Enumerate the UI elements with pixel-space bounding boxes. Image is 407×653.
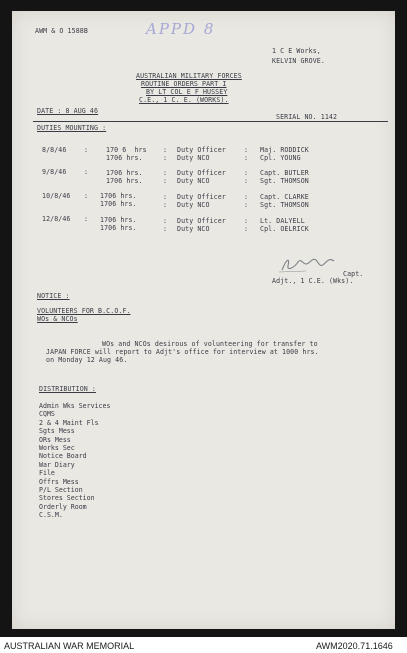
- duty-date: 10/8/46: [42, 192, 71, 200]
- duty-separator: :: [244, 154, 249, 162]
- duty-separator: :: [244, 193, 249, 201]
- duty-nco-name: Cpl. YOUNG: [260, 154, 301, 162]
- duty-nco-role: Duty NCO: [177, 154, 210, 162]
- duty-nco-role: Duty NCO: [177, 177, 210, 185]
- title-line2: ROUTINE ORDERS PART I: [141, 80, 227, 88]
- duties-heading: DUTIES MOUNTING :: [37, 124, 107, 132]
- duty-officer-time: 1706 hrs.: [100, 192, 137, 200]
- duty-separator: :: [163, 217, 168, 225]
- duty-nco-name: Cpl. OELRICK: [260, 225, 309, 233]
- duty-separator: :: [163, 169, 168, 177]
- duty-officer-name: Capt. CLARKE: [260, 193, 309, 201]
- footer-institution: AUSTRALIAN WAR MEMORIAL: [4, 641, 135, 651]
- duty-separator: :: [163, 177, 168, 185]
- duty-officer-role: Duty Officer: [177, 169, 226, 177]
- distribution-list: [39, 402, 110, 520]
- list-item: Notice Board: [39, 452, 87, 461]
- order-date: DATE : 8 AUG 46: [37, 107, 99, 115]
- list-item: File: [39, 469, 55, 478]
- duty-separator: :: [244, 217, 249, 225]
- signatory-rank: Capt.: [343, 270, 364, 278]
- notice-body-line3: on Monday 12 Aug 46.: [46, 356, 128, 364]
- notice-body-line2: JAPAN FORCE will report to Adjt's office for interview at 1000 hrs.: [46, 348, 319, 356]
- notice-heading: NOTICE :: [37, 292, 70, 300]
- title-line3: BY LT COL E F HUSSEY: [146, 88, 228, 96]
- duty-nco-role: Duty NCO: [177, 225, 210, 233]
- header-rule: [33, 121, 388, 122]
- duty-nco-role: Duty NCO: [177, 201, 210, 209]
- duty-separator: :: [163, 201, 168, 209]
- handwritten-annotation: APPD 8: [146, 20, 216, 38]
- duty-separator: :: [163, 154, 168, 162]
- list-item: ORs Mess: [39, 435, 71, 444]
- duty-officer-name: Maj. RODDICK: [260, 146, 309, 154]
- list-item: P/L Section: [39, 486, 83, 495]
- list-item: Stores Section: [39, 494, 95, 503]
- duty-officer-name: Capt. BUTLER: [260, 169, 309, 177]
- duty-nco-name: Sgt. THOMSON: [260, 201, 309, 209]
- footer-accession-number: AWM2020.71.1646: [316, 641, 393, 651]
- distribution-heading: DISTRIBUTION :: [39, 385, 96, 393]
- duty-separator: :: [163, 225, 168, 233]
- duty-separator: :: [244, 146, 249, 154]
- notice-subheading: VOLUNTEERS FOR B.C.O.F.: [37, 307, 131, 315]
- duty-separator: :: [244, 201, 249, 209]
- list-item: C.S.M.: [39, 511, 63, 520]
- duty-separator: :: [84, 192, 89, 200]
- duty-nco-time: 1706 hrs.: [106, 177, 143, 185]
- list-item: 2 & 4 Maint Fls: [39, 418, 99, 427]
- duty-officer-time: 1706 hrs.: [100, 216, 137, 224]
- duty-officer-role: Duty Officer: [177, 193, 226, 201]
- serial-number: SERIAL NO. 1142: [276, 113, 338, 121]
- duty-date: 12/8/46: [42, 215, 71, 223]
- unit-address-line2: KELVIN GROVE.: [272, 57, 325, 65]
- duty-nco-time: 1706 hrs.: [106, 154, 143, 162]
- list-item: War Diary: [39, 460, 75, 469]
- list-item: Admin Wks Services: [39, 402, 111, 410]
- list-item: CQMS: [39, 410, 55, 419]
- duty-officer-time: 170 6 hrs: [106, 146, 147, 154]
- duty-separator: :: [84, 215, 89, 223]
- duty-date: 8/8/46: [42, 146, 67, 154]
- signatory-position: Adjt., 1 C.E. (Wks).: [272, 277, 354, 285]
- duty-separator: :: [244, 169, 249, 177]
- duty-separator: :: [84, 168, 89, 176]
- duty-nco-name: Sgt. THOMSON: [260, 177, 309, 185]
- signature-scrawl: [276, 252, 346, 276]
- archive-footer: [0, 637, 407, 653]
- unit-address-line1: 1 C E Works,: [272, 47, 321, 55]
- duty-officer-role: Duty Officer: [177, 146, 226, 154]
- duty-separator: :: [163, 193, 168, 201]
- duty-separator: :: [163, 146, 168, 154]
- duty-nco-time: 1706 hrs.: [100, 224, 137, 232]
- title-line4: C.E., 1 C. E. (WORKS).: [139, 96, 229, 104]
- duty-separator: :: [244, 177, 249, 185]
- notice-subheading: WOs & NCOs: [37, 315, 78, 323]
- list-item: Works Sec: [39, 444, 75, 453]
- duty-nco-time: 1706 hrs.: [100, 200, 137, 208]
- list-item: Sgts Mess: [39, 427, 75, 436]
- notice-body-line1: WOs and NCOs desirous of volunteering for transfer to: [102, 340, 318, 348]
- duty-separator: :: [84, 146, 89, 154]
- duty-date: 9/8/46: [42, 168, 67, 176]
- duty-separator: :: [244, 225, 249, 233]
- title-line1: AUSTRALIAN MILITARY FORCES: [136, 72, 242, 80]
- duty-officer-role: Duty Officer: [177, 217, 226, 225]
- reference-number: AWM & O 1588B: [35, 27, 88, 35]
- duty-officer-time: 1706 hrs.: [106, 169, 143, 177]
- duty-officer-name: Lt. DALYELL: [260, 217, 305, 225]
- list-item: Offrs Mess: [39, 477, 79, 486]
- list-item: Orderly Room: [39, 502, 87, 511]
